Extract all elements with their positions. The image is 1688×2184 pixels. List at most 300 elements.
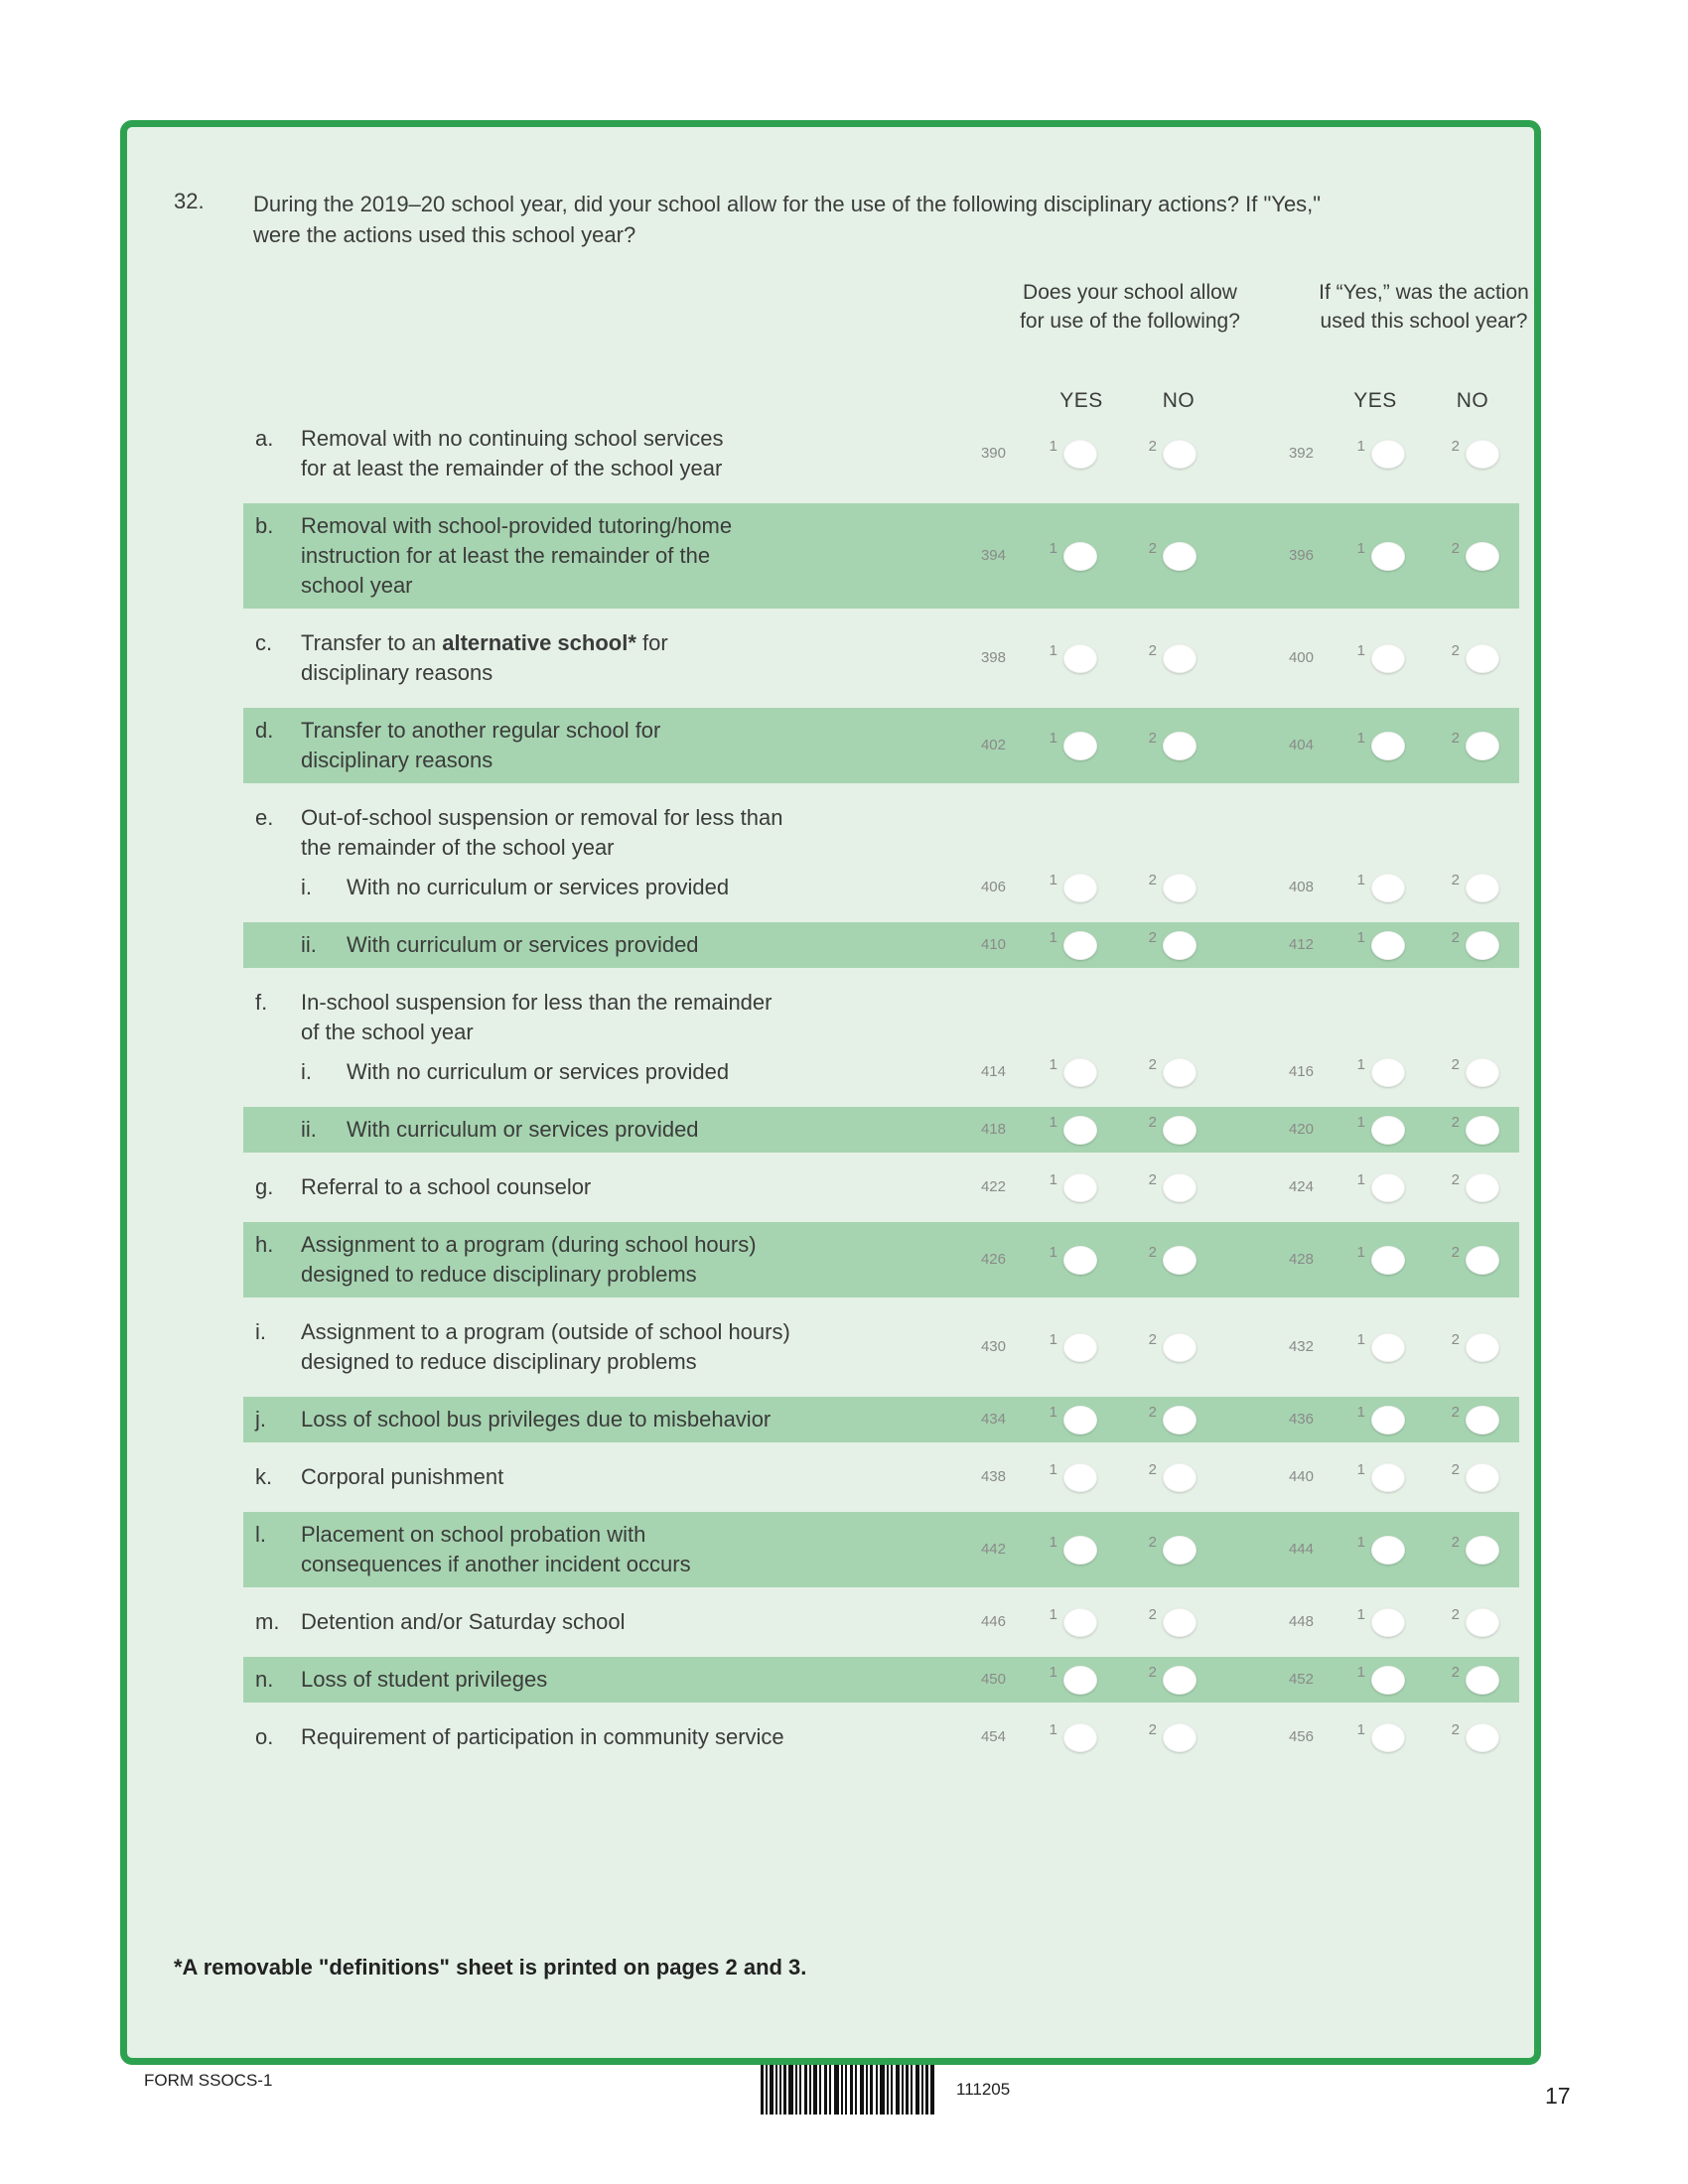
item-code-used: 440: [1288, 1468, 1314, 1485]
answer-oval[interactable]: [1063, 1463, 1097, 1492]
allow-yes-oval[interactable]: [1006, 1057, 1105, 1087]
row-text: Assignment to a program (outside of school hours) designed to reduce disciplinary problems: [301, 1319, 790, 1374]
item-code-used: 408: [1288, 879, 1314, 895]
question-text: During the 2019–20 school year, did your school allow for the use of the following disciplinary actions? If "Yes," were the actions used this school year?: [253, 192, 1322, 247]
choice-number: 2: [1148, 1171, 1157, 1188]
choice-number: 1: [1356, 1534, 1365, 1551]
answer-oval[interactable]: [1063, 542, 1097, 571]
used-no-oval[interactable]: [1413, 1245, 1507, 1275]
used-yes-oval[interactable]: [1314, 439, 1413, 469]
row-letter: g.: [255, 1174, 274, 1199]
answer-oval[interactable]: [1466, 1058, 1499, 1087]
choice-number: 2: [1148, 540, 1157, 557]
choice-number: 1: [1356, 1721, 1365, 1738]
item-code-used: 412: [1288, 936, 1314, 953]
answer-oval[interactable]: [1163, 1666, 1196, 1695]
choice-number: 1: [1356, 1404, 1365, 1421]
allow-yes-oval[interactable]: [1006, 1332, 1105, 1362]
answer-oval[interactable]: [1163, 1246, 1196, 1275]
row-f-i: [243, 1049, 1519, 1095]
answer-oval[interactable]: [1371, 1116, 1405, 1145]
row-c: [243, 620, 1519, 696]
item-code-used: 432: [1288, 1338, 1314, 1355]
answer-oval[interactable]: [1063, 644, 1097, 673]
used-no-oval[interactable]: [1413, 731, 1507, 760]
choice-number: 2: [1148, 1664, 1157, 1681]
row-h: [243, 1222, 1519, 1297]
row-i: [243, 1309, 1519, 1385]
choice-number: 2: [1451, 730, 1460, 747]
choice-number: 2: [1148, 1461, 1157, 1478]
answer-oval[interactable]: [1371, 1173, 1405, 1202]
used-no-oval[interactable]: [1413, 1722, 1507, 1752]
used-yes-oval[interactable]: [1314, 1332, 1413, 1362]
used-yes-oval[interactable]: [1314, 1665, 1413, 1695]
row-text: ii. With curriculum or services provided: [301, 930, 951, 960]
choice-number: 1: [1356, 872, 1365, 888]
choice-number: 2: [1148, 872, 1157, 888]
row-letter: l.: [255, 1522, 266, 1547]
used-no-oval[interactable]: [1413, 1332, 1507, 1362]
item-code-allow: 418: [980, 1121, 1006, 1138]
row-letter: e.: [255, 805, 274, 830]
item-code-allow: 406: [980, 879, 1006, 895]
used-no-oval[interactable]: [1413, 930, 1507, 960]
row-f-ii: [243, 1107, 1519, 1153]
choice-number: 2: [1148, 1244, 1157, 1261]
form-panel: [120, 120, 1541, 2065]
answer-oval[interactable]: [1063, 1116, 1097, 1145]
row-text: Placement on school probation with consequences if another incident occurs: [301, 1522, 691, 1576]
choice-number: 2: [1451, 1664, 1460, 1681]
choice-number: 2: [1451, 642, 1460, 659]
choice-number: 1: [1049, 1534, 1057, 1551]
row-k: [243, 1454, 1519, 1500]
answer-oval[interactable]: [1063, 931, 1097, 960]
answer-oval[interactable]: [1466, 1406, 1499, 1434]
allow-no-label: NO: [1162, 389, 1196, 412]
answer-oval[interactable]: [1163, 1463, 1196, 1492]
used-yes-oval[interactable]: [1314, 1115, 1413, 1145]
used-yes-oval[interactable]: [1314, 1172, 1413, 1202]
row-a: [243, 416, 1519, 491]
answer-oval[interactable]: [1371, 1536, 1405, 1565]
used-no-oval[interactable]: [1413, 1172, 1507, 1202]
used-no-oval[interactable]: [1413, 1607, 1507, 1637]
choice-number: 2: [1148, 929, 1157, 946]
choice-number: 2: [1148, 730, 1157, 747]
choice-number: 2: [1148, 1056, 1157, 1073]
allow-yes-oval[interactable]: [1006, 1115, 1105, 1145]
answer-oval[interactable]: [1063, 1246, 1097, 1275]
row-o: [243, 1714, 1519, 1760]
choice-number: 2: [1451, 438, 1460, 455]
choice-number: 2: [1451, 872, 1460, 888]
choice-number: 1: [1049, 872, 1057, 888]
allow-yes-oval[interactable]: [1006, 1462, 1105, 1492]
row-m: [243, 1599, 1519, 1645]
barcode: [761, 2065, 1010, 2115]
allow-yes-oval[interactable]: [1006, 1535, 1105, 1565]
choice-number: 1: [1356, 1114, 1365, 1131]
row-b: [243, 503, 1519, 609]
answer-oval[interactable]: [1371, 644, 1405, 673]
row-letter: i.: [255, 1319, 266, 1344]
item-code-used: 436: [1288, 1411, 1314, 1428]
choice-number: 2: [1451, 1331, 1460, 1348]
row-n: [243, 1657, 1519, 1703]
allow-no-oval[interactable]: [1105, 1722, 1204, 1752]
choice-number: 1: [1049, 1461, 1057, 1478]
allow-no-oval[interactable]: [1105, 873, 1204, 902]
row-text: In-school suspension for less than the remainder of the school year: [301, 990, 773, 1044]
choice-number: 1: [1049, 1606, 1057, 1623]
answer-oval[interactable]: [1163, 1536, 1196, 1565]
answer-oval[interactable]: [1063, 440, 1097, 469]
answer-oval[interactable]: [1371, 1723, 1405, 1752]
answer-oval[interactable]: [1163, 1406, 1196, 1434]
used-no-oval[interactable]: [1413, 1057, 1507, 1087]
item-code-used: 424: [1288, 1178, 1314, 1195]
choice-number: 2: [1148, 1721, 1157, 1738]
footnote: *A removable "definitions" sheet is printed on pages 2 and 3.: [174, 1955, 807, 1979]
choice-number: 1: [1356, 1664, 1365, 1681]
row-l: [243, 1512, 1519, 1587]
row-text: i. With no curriculum or services provided: [301, 873, 951, 902]
item-code-used: 400: [1288, 649, 1314, 666]
choice-number: 2: [1451, 1534, 1460, 1551]
item-code-used: 428: [1288, 1251, 1314, 1268]
choice-number: 1: [1049, 1404, 1057, 1421]
answer-oval[interactable]: [1466, 1463, 1499, 1492]
choice-number: 1: [1049, 1721, 1057, 1738]
allow-no-oval[interactable]: [1105, 1245, 1204, 1275]
used-yes-oval[interactable]: [1314, 930, 1413, 960]
answer-oval[interactable]: [1063, 874, 1097, 902]
answer-oval[interactable]: [1163, 1058, 1196, 1087]
answer-oval[interactable]: [1063, 1723, 1097, 1752]
answer-oval[interactable]: [1466, 644, 1499, 673]
allow-no-oval[interactable]: [1105, 1535, 1204, 1565]
used-no-oval[interactable]: [1413, 1535, 1507, 1565]
choice-number: 1: [1356, 642, 1365, 659]
used-no-oval[interactable]: [1413, 439, 1507, 469]
row-text: Assignment to a program (during school hours) designed to reduce disciplinary problems: [301, 1232, 757, 1287]
item-code-allow: 410: [980, 936, 1006, 953]
bold-term: alternative school*: [442, 630, 636, 655]
allow-yes-oval[interactable]: [1006, 1722, 1105, 1752]
allow-yes-oval[interactable]: [1006, 930, 1105, 960]
choice-number: 1: [1356, 730, 1365, 747]
item-code-used: 396: [1288, 547, 1314, 564]
choice-number: 2: [1451, 1461, 1460, 1478]
allow-no-oval[interactable]: [1105, 930, 1204, 960]
answer-oval[interactable]: [1466, 1333, 1499, 1362]
sub-letter: ii.: [301, 1117, 317, 1142]
choice-number: 1: [1356, 1056, 1365, 1073]
question: [174, 189, 1345, 250]
answer-oval[interactable]: [1466, 874, 1499, 902]
row-letter: c.: [255, 630, 273, 655]
allow-no-oval[interactable]: [1105, 643, 1204, 673]
answer-oval[interactable]: [1466, 1246, 1499, 1275]
used-yes-label: YES: [1353, 389, 1397, 412]
answer-oval[interactable]: [1063, 1406, 1097, 1434]
answer-oval[interactable]: [1163, 1116, 1196, 1145]
row-g: [243, 1164, 1519, 1210]
item-code-used: 452: [1288, 1671, 1314, 1688]
used-no-oval[interactable]: [1413, 873, 1507, 902]
item-code-used: 444: [1288, 1541, 1314, 1558]
allow-no-oval[interactable]: [1105, 1462, 1204, 1492]
choice-number: 1: [1049, 1171, 1057, 1188]
used-no-oval[interactable]: [1413, 541, 1507, 571]
choice-number: 2: [1148, 642, 1157, 659]
used-yes-oval[interactable]: [1314, 873, 1413, 902]
answer-oval[interactable]: [1163, 732, 1196, 760]
choice-number: 1: [1049, 1114, 1057, 1131]
column-header-allow: Does your school allow for use of the following?: [1020, 281, 1240, 333]
answer-oval[interactable]: [1371, 1666, 1405, 1695]
row-j: [243, 1397, 1519, 1442]
row-letter: f.: [255, 990, 268, 1015]
used-yes-oval[interactable]: [1314, 1535, 1413, 1565]
choice-number: 2: [1148, 438, 1157, 455]
used-yes-oval[interactable]: [1314, 731, 1413, 760]
choice-number: 1: [1049, 1056, 1057, 1073]
allow-yes-oval[interactable]: [1006, 731, 1105, 760]
items-table: [243, 416, 1519, 1772]
choice-number: 1: [1356, 540, 1365, 557]
choice-number: 2: [1451, 1244, 1460, 1261]
item-code-used: 416: [1288, 1063, 1314, 1080]
item-code-allow: 414: [980, 1063, 1006, 1080]
choice-number: 1: [1049, 438, 1057, 455]
answer-oval[interactable]: [1371, 931, 1405, 960]
barcode-number: 111205: [956, 2080, 1011, 2099]
row-letter: h.: [255, 1232, 274, 1257]
answer-oval[interactable]: [1163, 440, 1196, 469]
answer-oval[interactable]: [1063, 1333, 1097, 1362]
answer-oval[interactable]: [1466, 1116, 1499, 1145]
row-e-ii: [243, 922, 1519, 968]
column-header-used: If “Yes,” was the action used this school year?: [1319, 281, 1529, 333]
allow-yes-oval[interactable]: [1006, 643, 1105, 673]
allow-no-oval[interactable]: [1105, 541, 1204, 571]
answer-oval[interactable]: [1371, 1608, 1405, 1637]
choice-number: 1: [1049, 642, 1057, 659]
row-e-i: [243, 865, 1519, 910]
answer-oval[interactable]: [1371, 1058, 1405, 1087]
choice-number: 2: [1148, 1114, 1157, 1131]
choice-number: 1: [1356, 1244, 1365, 1261]
used-no-label: NO: [1456, 389, 1489, 412]
choice-number: 2: [1451, 1721, 1460, 1738]
used-yes-oval[interactable]: [1314, 1405, 1413, 1434]
choice-number: 1: [1049, 929, 1057, 946]
row-text: Removal with school-provided tutoring/home instruction for at least the remainder of the school year: [301, 513, 733, 598]
answer-oval[interactable]: [1163, 931, 1196, 960]
choice-number: 1: [1049, 540, 1057, 557]
used-yes-oval[interactable]: [1314, 1607, 1413, 1637]
question-number: 32.: [174, 189, 205, 213]
answer-oval[interactable]: [1163, 1173, 1196, 1202]
answer-oval[interactable]: [1466, 440, 1499, 469]
used-no-oval[interactable]: [1413, 1665, 1507, 1695]
allow-no-oval[interactable]: [1105, 1607, 1204, 1637]
answer-oval[interactable]: [1371, 732, 1405, 760]
row-text: Removal with no continuing school services for at least the remainder of the school year: [301, 426, 724, 480]
choice-number: 2: [1148, 1534, 1157, 1551]
answer-oval[interactable]: [1371, 874, 1405, 902]
used-no-oval[interactable]: [1413, 643, 1507, 673]
choice-number: 1: [1049, 730, 1057, 747]
item-code-allow: 442: [980, 1541, 1006, 1558]
answer-oval[interactable]: [1063, 1608, 1097, 1637]
choice-number: 2: [1148, 1331, 1157, 1348]
allow-yes-oval[interactable]: [1006, 1665, 1105, 1695]
answer-oval[interactable]: [1371, 440, 1405, 469]
row-text: Referral to a school counselor: [301, 1174, 592, 1199]
row-text: Loss of student privileges: [301, 1667, 548, 1692]
allow-no-oval[interactable]: [1105, 1115, 1204, 1145]
allow-no-oval[interactable]: [1105, 1405, 1204, 1434]
choice-number: 2: [1148, 1404, 1157, 1421]
allow-no-oval[interactable]: [1105, 1665, 1204, 1695]
answer-oval[interactable]: [1163, 1723, 1196, 1752]
sub-letter: ii.: [301, 932, 317, 957]
row-letter: j.: [255, 1407, 266, 1432]
item-code-allow: 454: [980, 1728, 1006, 1745]
allow-yes-oval[interactable]: [1006, 1607, 1105, 1637]
item-code-allow: 450: [980, 1671, 1006, 1688]
row-text: Corporal punishment: [301, 1464, 504, 1489]
allow-yes-oval[interactable]: [1006, 873, 1105, 902]
row-letter: o.: [255, 1724, 274, 1749]
allow-no-oval[interactable]: [1105, 1057, 1204, 1087]
answer-oval[interactable]: [1063, 1173, 1097, 1202]
answer-oval[interactable]: [1063, 1666, 1097, 1695]
row-text: i. With no curriculum or services provided: [301, 1057, 951, 1087]
row-e: [243, 795, 1519, 865]
used-yes-oval[interactable]: [1314, 1057, 1413, 1087]
item-code-allow: 390: [980, 445, 1006, 462]
item-code-used: 456: [1288, 1728, 1314, 1745]
answer-oval[interactable]: [1063, 732, 1097, 760]
row-letter: m.: [255, 1609, 280, 1634]
used-yes-oval[interactable]: [1314, 643, 1413, 673]
choice-number: 1: [1356, 929, 1365, 946]
answer-oval[interactable]: [1163, 1333, 1196, 1362]
answer-oval[interactable]: [1466, 1723, 1499, 1752]
row-text: Requirement of participation in community service: [301, 1724, 784, 1749]
choice-number: 1: [1049, 1664, 1057, 1681]
used-no-oval[interactable]: [1413, 1115, 1507, 1145]
allow-no-oval[interactable]: [1105, 439, 1204, 469]
allow-no-oval[interactable]: [1105, 731, 1204, 760]
row-letter: k.: [255, 1464, 273, 1489]
choice-number: 1: [1356, 1171, 1365, 1188]
item-code-allow: 402: [980, 737, 1006, 753]
row-text: Detention and/or Saturday school: [301, 1609, 626, 1634]
answer-oval[interactable]: [1371, 542, 1405, 571]
item-code-used: 392: [1288, 445, 1314, 462]
row-text: ii. With curriculum or services provided: [301, 1115, 951, 1145]
answer-oval[interactable]: [1163, 644, 1196, 673]
allow-yes-oval[interactable]: [1006, 439, 1105, 469]
allow-yes-oval[interactable]: [1006, 1405, 1105, 1434]
choice-number: 2: [1451, 1171, 1460, 1188]
answer-oval[interactable]: [1063, 1058, 1097, 1087]
answer-oval[interactable]: [1371, 1406, 1405, 1434]
item-code-allow: 398: [980, 649, 1006, 666]
row-letter: d.: [255, 718, 274, 743]
row-text: Transfer to an alternative school* for disciplinary reasons: [301, 630, 668, 685]
row-letter: a.: [255, 426, 274, 451]
row-f: [243, 980, 1519, 1049]
item-code-allow: 434: [980, 1411, 1006, 1428]
used-yes-oval[interactable]: [1314, 1462, 1413, 1492]
answer-oval[interactable]: [1466, 732, 1499, 760]
choice-number: 2: [1451, 1606, 1460, 1623]
row-text: Out-of-school suspension or removal for less than the remainder of the school year: [301, 805, 783, 860]
barcode-bars: [761, 2065, 934, 2115]
answer-oval[interactable]: [1371, 1246, 1405, 1275]
answer-oval[interactable]: [1163, 542, 1196, 571]
choice-number: 2: [1451, 540, 1460, 557]
choice-number: 2: [1451, 1114, 1460, 1131]
answer-oval[interactable]: [1466, 1666, 1499, 1695]
allow-yes-oval[interactable]: [1006, 1245, 1105, 1275]
row-text: Transfer to another regular school for disciplinary reasons: [301, 718, 661, 772]
allow-no-oval[interactable]: [1105, 1172, 1204, 1202]
used-no-oval[interactable]: [1413, 1462, 1507, 1492]
allow-yes-oval[interactable]: [1006, 541, 1105, 571]
item-code-allow: 394: [980, 547, 1006, 564]
choice-number: 2: [1451, 929, 1460, 946]
answer-oval[interactable]: [1163, 874, 1196, 902]
sub-letter: i.: [301, 875, 312, 899]
choice-number: 1: [1049, 1331, 1057, 1348]
choice-number: 2: [1148, 1606, 1157, 1623]
row-text: Loss of school bus privileges due to misbehavior: [301, 1407, 772, 1432]
item-code-allow: 430: [980, 1338, 1006, 1355]
page-number: 17: [1545, 2083, 1571, 2109]
answer-oval[interactable]: [1466, 1608, 1499, 1637]
answer-oval[interactable]: [1163, 1608, 1196, 1637]
choice-number: 1: [1049, 1244, 1057, 1261]
answer-oval[interactable]: [1063, 1536, 1097, 1565]
choice-number: 2: [1451, 1056, 1460, 1073]
item-code-used: 448: [1288, 1613, 1314, 1630]
item-code-used: 404: [1288, 737, 1314, 753]
sub-letter: i.: [301, 1059, 312, 1084]
answer-oval[interactable]: [1466, 1536, 1499, 1565]
used-yes-oval[interactable]: [1314, 1722, 1413, 1752]
answer-oval[interactable]: [1371, 1333, 1405, 1362]
answer-oval[interactable]: [1371, 1463, 1405, 1492]
allow-yes-oval[interactable]: [1006, 1172, 1105, 1202]
answer-oval[interactable]: [1466, 931, 1499, 960]
used-no-oval[interactable]: [1413, 1405, 1507, 1434]
used-yes-oval[interactable]: [1314, 541, 1413, 571]
form-id: FORM SSOCS-1: [144, 2071, 273, 2090]
answer-oval[interactable]: [1466, 1173, 1499, 1202]
used-yes-oval[interactable]: [1314, 1245, 1413, 1275]
item-code-allow: 422: [980, 1178, 1006, 1195]
answer-oval[interactable]: [1466, 542, 1499, 571]
allow-no-oval[interactable]: [1105, 1332, 1204, 1362]
